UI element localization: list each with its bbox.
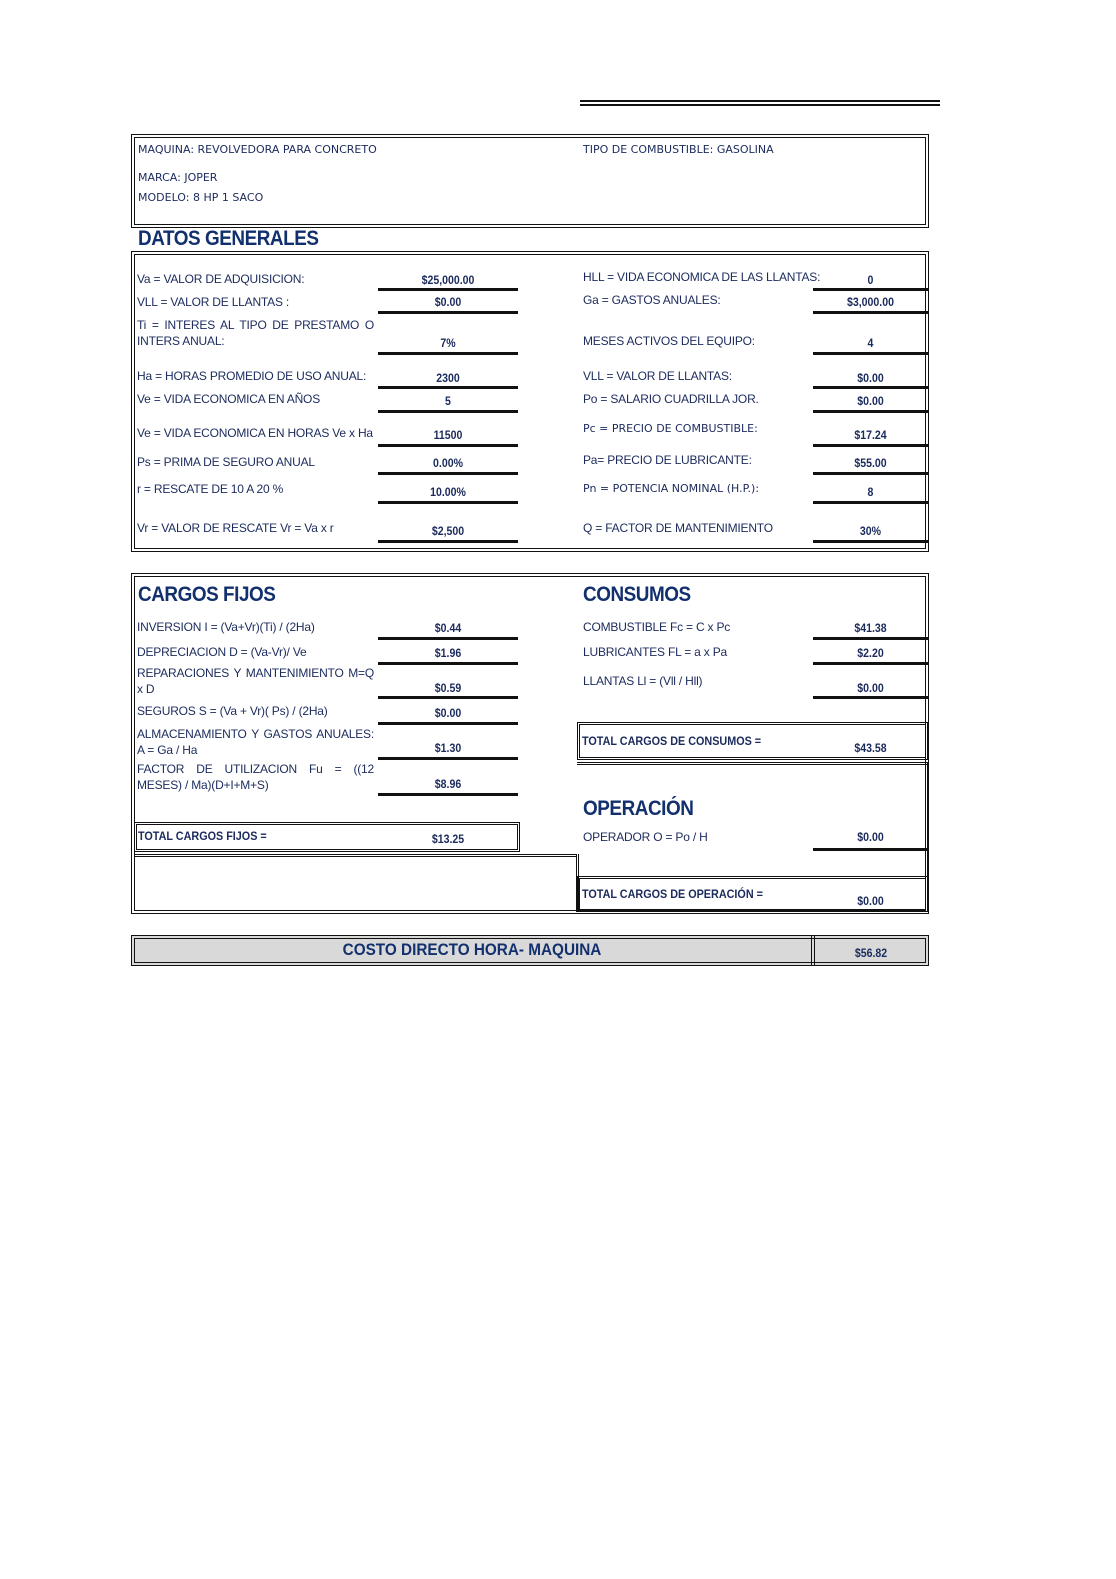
combustible-consumo-underline [813, 637, 928, 640]
seguros-value: $0.00 [434, 706, 462, 720]
factor-label: FACTOR DE UTILIZACION Fu = ((12 MESES) / Ma)(D+I+M+S) [137, 762, 374, 792]
ti-underline [378, 352, 518, 355]
ha-value: 2300 [436, 371, 460, 385]
operador-underline [813, 848, 928, 851]
ha-label: Ha = HORAS PROMEDIO DE USO ANUAL: [137, 369, 367, 383]
costo-directo-value: $56.82 [854, 946, 888, 960]
veh-value: 11500 [433, 428, 463, 442]
vll2-value: $0.00 [857, 371, 884, 385]
pc-underline [813, 444, 928, 447]
vr-value: $2,500 [431, 524, 465, 538]
pa-underline [813, 472, 928, 475]
almacenamiento-value: $1.30 [434, 741, 462, 755]
seguros-label: SEGUROS S = (Va + Vr)( Ps) / (2Ha) [137, 704, 328, 718]
llantas-value: $0.00 [857, 681, 884, 695]
vll2-underline [813, 386, 928, 389]
reparaciones-value: $0.59 [434, 681, 462, 695]
seguros-underline [378, 722, 518, 725]
total-operacion-value: $0.00 [857, 894, 884, 908]
depreciacion-label: DEPRECIACION D = (Va-Vr)/ Ve [137, 645, 307, 659]
q-label: Q = FACTOR DE MANTENIMIENTO [583, 521, 773, 535]
factor-underline [378, 793, 518, 796]
vr-label: Vr = VALOR DE RESCATE Vr = Va x r [137, 521, 334, 535]
ps-label: Ps = PRIMA DE SEGURO ANUAL [137, 455, 315, 469]
veh-underline [378, 444, 518, 447]
top-rule [580, 100, 940, 106]
operacion-title: OPERACIÓN [583, 797, 694, 820]
ga-label: Ga = GASTOS ANUALES: [583, 293, 721, 307]
total-consumos-label: TOTAL CARGOS DE CONSUMOS = [582, 734, 762, 748]
pn-underline [813, 501, 928, 504]
vr-underline [378, 540, 518, 543]
q-underline [813, 540, 928, 543]
lubricantes-underline [813, 662, 928, 665]
consumos-title: CONSUMOS [583, 583, 691, 606]
combustible-label: TIPO DE COMBUSTIBLE: GASOLINA [583, 143, 774, 156]
po-value: $0.00 [857, 394, 884, 408]
hll-value: 0 [867, 273, 874, 287]
combustible-consumo-value: $41.38 [854, 621, 887, 635]
vll2-label: VLL = VALOR DE LLANTAS: [583, 369, 732, 383]
ps-value: 0.00% [433, 456, 463, 470]
operacion-right-edge [925, 762, 928, 877]
pn-value: 8 [867, 485, 874, 499]
ve-value: 5 [445, 394, 451, 408]
vll-value: $0.00 [434, 295, 462, 309]
ga-underline [813, 311, 928, 314]
depreciacion-value: $1.96 [434, 646, 462, 660]
reparaciones-underline [378, 696, 518, 699]
operador-value: $0.00 [857, 830, 884, 844]
llantas-underline [813, 696, 928, 699]
pc-label: Pc = PRECIO DE COMBUSTIBLE: [583, 422, 758, 435]
factor-value: $8.96 [434, 777, 462, 791]
reparaciones-label: REPARACIONES Y MANTENIMIENTO M=Q x D [137, 666, 374, 696]
marca-label: MARCA: JOPER [138, 171, 218, 184]
ps-underline [378, 472, 518, 475]
po-label: Po = SALARIO CUADRILLA JOR. [583, 392, 759, 406]
r-value: 10.00% [430, 485, 466, 499]
ha-underline [378, 386, 518, 389]
po-underline [813, 410, 928, 413]
fijos-divider [134, 854, 576, 857]
combustible-consumo-label: COMBUSTIBLE Fc = C x Pc [583, 620, 731, 634]
ga-value: $3,000.00 [847, 295, 894, 309]
veh-label: Ve = VIDA ECONOMICA EN HORAS Ve x Ha [137, 426, 373, 440]
lubricantes-label: LUBRICANTES FL = a x Pa [583, 645, 728, 659]
total-operacion-label: TOTAL CARGOS DE OPERACIÓN = [582, 887, 763, 901]
modelo-label: MODELO: 8 HP 1 SACO [138, 191, 264, 204]
depreciacion-underline [378, 662, 518, 665]
meses-value: 4 [867, 336, 874, 350]
r-underline [378, 501, 518, 504]
operador-label: OPERADOR O = Po / H [583, 830, 708, 844]
pn-label: Pn = POTENCIA NOMINAL (H.P.): [583, 482, 760, 495]
hll-underline [813, 288, 928, 291]
vll-underline [378, 311, 518, 314]
q-value: 30% [859, 524, 882, 538]
llantas-label: LLANTAS Ll = (Vll / Hll) [583, 674, 703, 688]
lubricantes-value: $2.20 [857, 646, 884, 660]
pc-value: $17.24 [854, 428, 887, 442]
ti-label: Ti = INTERES AL TIPO DE PRESTAMO O INTERS ANUAL: [137, 318, 374, 348]
inversion-underline [378, 637, 518, 640]
r-label: r = RESCATE DE 10 A 20 % [137, 482, 284, 496]
pa-label: Pa= PRECIO DE LUBRICANTE: [583, 453, 752, 467]
vll-label: VLL = VALOR DE LLANTAS : [137, 295, 290, 309]
almacenamiento-underline [378, 757, 518, 760]
total-consumos-value: $43.58 [854, 741, 887, 755]
maquina-label: MAQUINA: REVOLVEDORA PARA CONCRETO [138, 143, 377, 156]
datos-generales-title: DATOS GENERALES [138, 227, 319, 250]
ve-label: Ve = VIDA ECONOMICA EN AÑOS [137, 392, 320, 406]
va-value: $25,000.00 [421, 273, 475, 287]
meses-underline [813, 352, 928, 355]
costo-directo-divider [811, 935, 815, 966]
almacenamiento-label: ALMACENAMIENTO Y GASTOS ANUALES: A = Ga / Ha [137, 727, 374, 757]
ve-underline [378, 410, 518, 413]
hll-label: HLL = VIDA ECONOMICA DE LAS LLANTAS: [583, 270, 821, 284]
inversion-value: $0.44 [434, 621, 462, 635]
meses-label: MESES ACTIVOS DEL EQUIPO: [583, 334, 755, 348]
pa-value: $55.00 [854, 456, 887, 470]
total-fijos-label: TOTAL CARGOS FIJOS = [138, 829, 267, 843]
costo-directo-label: COSTO DIRECTO HORA- MAQUINA [342, 940, 602, 959]
consumos-lower-rule [577, 762, 928, 765]
ti-value: 7% [440, 336, 456, 350]
inversion-label: INVERSION I = (Va+Vr)(Ti) / (2Ha) [137, 620, 315, 634]
total-fijos-value: $13.25 [431, 832, 465, 846]
va-underline [378, 288, 518, 291]
cargos-fijos-title: CARGOS FIJOS [138, 583, 276, 606]
va-label: Va = VALOR DE ADQUISICION: [137, 272, 305, 286]
